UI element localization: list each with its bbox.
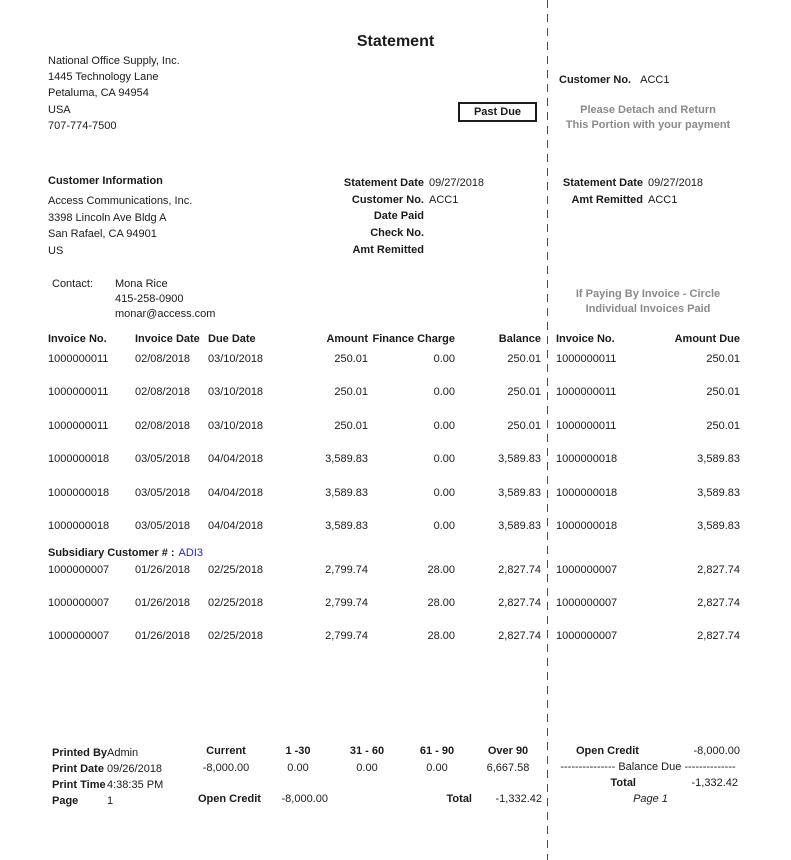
cell-stub-amount-due: 3,589.83 xyxy=(697,453,740,466)
subsidiary-customer-label: Subsidiary Customer # : xyxy=(48,547,175,559)
statement-date-value: 09/27/2018 xyxy=(429,177,485,189)
customer-no-row xyxy=(300,192,484,209)
company-address-block xyxy=(48,53,180,134)
paying-note xyxy=(548,287,748,317)
stub-total-value: -1,332.42 xyxy=(691,777,738,789)
stub-amt-remitted-label: Amt Remitted xyxy=(571,193,643,206)
stub-customer-no-value: ACC1 xyxy=(640,74,670,86)
cell-due-date: 02/25/2018 xyxy=(208,596,264,609)
invoice-row xyxy=(0,353,791,366)
subsidiary-invoice-row xyxy=(0,564,791,577)
cell-stub-invoice-no: 1000000018 xyxy=(556,486,618,499)
print-date-label: Print Date xyxy=(52,763,104,775)
cell-stub-amount-due: 2,827.74 xyxy=(697,563,740,576)
stub-total-label: Total xyxy=(610,777,636,789)
header-amount: Amount xyxy=(326,333,368,345)
cell-stub-amount-due: 3,589.83 xyxy=(697,520,740,532)
stub-statement-info-block xyxy=(548,175,703,208)
cell-balance: 3,589.83 xyxy=(498,453,541,466)
cell-invoice-date: 03/05/2018 xyxy=(135,486,191,499)
cell-balance: 250.01 xyxy=(507,353,541,365)
cell-invoice-no: 1000000011 xyxy=(48,386,109,399)
amt-remitted-label: Amt Remitted xyxy=(352,243,424,256)
cell-invoice-no: 1000000007 xyxy=(48,630,110,643)
detach-note xyxy=(548,103,748,133)
stub-header-invoice-no: Invoice No. xyxy=(556,333,615,345)
cell-finance-charge: 0.00 xyxy=(433,520,455,532)
print-time-row xyxy=(52,777,163,793)
cell-stub-amount-due: 2,827.74 xyxy=(697,630,740,643)
aging-column xyxy=(472,745,544,774)
cell-invoice-date: 03/05/2018 xyxy=(135,520,191,532)
aging-column xyxy=(401,745,473,774)
date-paid-label: Date Paid xyxy=(373,210,424,223)
cell-finance-charge: 28.00 xyxy=(427,596,455,609)
past-due-badge: Past Due xyxy=(458,102,537,122)
cell-invoice-date: 02/08/2018 xyxy=(135,419,191,432)
open-credit-value: -8,000.00 xyxy=(281,793,328,805)
stub-customer-no-label: Customer No. xyxy=(559,74,632,86)
contact-details xyxy=(115,277,215,322)
printed-by-label: Printed By xyxy=(52,747,108,759)
customer-address-line2: San Rafael, CA 94901 xyxy=(48,228,157,241)
invoice-table-header xyxy=(0,333,791,346)
invoice-row xyxy=(0,386,791,399)
stub-open-credit-label: Open Credit xyxy=(576,745,639,757)
cell-invoice-date: 02/08/2018 xyxy=(135,353,191,365)
check-no-label: Check No. xyxy=(370,227,424,240)
cell-amount: 3,589.83 xyxy=(325,453,368,466)
cell-invoice-no: 1000000018 xyxy=(48,453,110,466)
cell-finance-charge: 28.00 xyxy=(427,563,455,576)
detach-note-line1: Please Detach and Return xyxy=(580,104,716,116)
subsidiary-invoice-row xyxy=(0,630,791,643)
cell-due-date: 04/04/2018 xyxy=(208,486,264,499)
cell-stub-amount-due: 2,827.74 xyxy=(697,596,740,609)
cell-stub-amount-due: 250.01 xyxy=(706,353,740,365)
cell-stub-amount-due: 250.01 xyxy=(706,386,740,399)
cell-finance-charge: 0.00 xyxy=(433,386,455,399)
contact-email: monar@access.com xyxy=(115,308,216,320)
aging-header: Over 90 xyxy=(487,745,529,757)
customer-info-title: Customer Information xyxy=(48,175,163,187)
header-finance-charge: Finance Charge xyxy=(372,333,455,345)
cell-balance: 250.01 xyxy=(507,419,541,432)
cell-due-date: 02/25/2018 xyxy=(208,563,264,576)
cell-finance-charge: 0.00 xyxy=(433,486,455,499)
aging-value: -8,000.00 xyxy=(202,761,250,774)
cell-stub-amount-due: 250.01 xyxy=(706,419,740,432)
contact-name: Mona Rice xyxy=(115,278,168,290)
statement-info-block xyxy=(300,175,484,259)
cell-invoice-no: 1000000007 xyxy=(48,596,110,609)
cell-stub-invoice-no: 1000000018 xyxy=(556,453,618,466)
company-name: National Office Supply, Inc. xyxy=(48,55,180,67)
cell-finance-charge: 0.00 xyxy=(433,453,455,466)
cell-balance: 3,589.83 xyxy=(498,486,541,499)
cell-amount: 2,799.74 xyxy=(325,563,368,576)
cell-invoice-no: 1000000018 xyxy=(48,486,110,499)
print-date-row xyxy=(52,761,163,777)
page-label: Page xyxy=(52,795,79,807)
date-paid-row xyxy=(300,208,484,225)
subsidiary-customer-code: ADI3 xyxy=(178,547,204,559)
cell-amount: 2,799.74 xyxy=(325,630,368,643)
aging-value: 0.00 xyxy=(287,761,309,774)
cell-due-date: 02/25/2018 xyxy=(208,630,264,643)
cell-due-date: 03/10/2018 xyxy=(208,386,264,399)
amt-remitted-row xyxy=(300,242,484,259)
contact-label: Contact: xyxy=(52,278,93,290)
cell-balance: 2,827.74 xyxy=(498,630,541,643)
aging-header: 1 -30 xyxy=(285,745,311,757)
aging-column xyxy=(190,745,262,774)
cell-balance: 250.01 xyxy=(507,386,541,399)
cell-stub-invoice-no: 1000000007 xyxy=(556,596,618,609)
check-no-row xyxy=(300,225,484,242)
aging-column xyxy=(262,745,334,774)
cell-invoice-no: 1000000011 xyxy=(48,353,109,365)
paying-note-line2: Individual Invoices Paid xyxy=(585,303,711,315)
cell-stub-invoice-no: 1000000011 xyxy=(556,419,617,432)
statement-date-label: Statement Date xyxy=(343,177,424,189)
cell-balance: 3,589.83 xyxy=(498,520,541,532)
company-address-line1: 1445 Technology Lane xyxy=(48,71,159,84)
customer-country: US xyxy=(48,244,64,257)
open-credit-label: Open Credit xyxy=(198,793,261,805)
stub-statement-date-value: 09/27/2018 xyxy=(648,177,704,189)
aging-header: 31 - 60 xyxy=(349,745,385,757)
printed-by-value: Admin xyxy=(107,747,139,759)
contact-phone: 415-258-0900 xyxy=(115,293,184,305)
cell-stub-invoice-no: 1000000007 xyxy=(556,563,618,576)
subsidiary-customer-row xyxy=(48,547,203,559)
cell-stub-invoice-no: 1000000011 xyxy=(556,353,617,365)
stub-open-credit-value: -8,000.00 xyxy=(693,745,740,757)
invoice-row xyxy=(0,487,791,500)
cell-stub-invoice-no: 1000000018 xyxy=(556,520,618,532)
contact-block xyxy=(52,277,215,322)
cell-finance-charge: 0.00 xyxy=(433,353,455,365)
total-value: -1,332.42 xyxy=(495,793,542,805)
aging-value: 0.00 xyxy=(426,761,448,774)
cell-amount: 2,799.74 xyxy=(325,596,368,609)
stub-statement-date-row xyxy=(548,175,703,192)
cell-stub-invoice-no: 1000000007 xyxy=(556,630,618,643)
company-country: USA xyxy=(48,103,71,116)
header-due-date: Due Date xyxy=(208,333,256,345)
cell-invoice-date: 01/26/2018 xyxy=(135,596,191,609)
aging-column xyxy=(331,745,403,774)
cell-amount: 250.01 xyxy=(334,353,368,365)
header-invoice-date: Invoice Date xyxy=(135,333,200,345)
cell-amount: 3,589.83 xyxy=(325,520,368,532)
aging-value: 6,667.58 xyxy=(486,761,530,774)
cell-invoice-date: 01/26/2018 xyxy=(135,630,191,643)
cell-invoice-date: 01/26/2018 xyxy=(135,563,191,576)
customer-info-block xyxy=(48,173,192,259)
company-phone: 707-774-7500 xyxy=(48,119,117,132)
print-time-label: Print Time xyxy=(52,779,106,791)
aging-header: 61 - 90 xyxy=(419,745,455,757)
cell-invoice-no: 1000000018 xyxy=(48,520,110,532)
cell-stub-amount-due: 3,589.83 xyxy=(697,486,740,499)
cell-stub-invoice-no: 1000000011 xyxy=(556,386,617,399)
cell-invoice-date: 03/05/2018 xyxy=(135,453,191,466)
stub-amt-remitted-row xyxy=(548,192,703,209)
printed-by-row xyxy=(52,745,163,761)
stub-page-note: Page 1 xyxy=(633,793,668,805)
customer-no-value: ACC1 xyxy=(429,193,459,206)
page-value: 1 xyxy=(107,795,114,807)
paying-note-line1: If Paying By Invoice - Circle xyxy=(575,288,721,300)
cell-balance: 2,827.74 xyxy=(498,563,541,576)
stub-balance-due-divider: --------------- Balance Due -------------- xyxy=(560,761,736,773)
cell-invoice-date: 02/08/2018 xyxy=(135,386,191,399)
cell-amount: 3,589.83 xyxy=(325,486,368,499)
stub-customer-no-row xyxy=(559,74,669,86)
cell-invoice-no: 1000000007 xyxy=(48,563,110,576)
cell-finance-charge: 0.00 xyxy=(433,419,455,432)
customer-name: Access Communications, Inc. xyxy=(48,195,193,208)
header-invoice-no: Invoice No. xyxy=(48,333,107,345)
page-title: Statement xyxy=(356,33,435,50)
header-balance: Balance xyxy=(498,333,541,345)
cell-due-date: 04/04/2018 xyxy=(208,453,264,466)
stub-amt-remitted-value: ACC1 xyxy=(648,193,678,206)
cell-amount: 250.01 xyxy=(334,386,368,399)
cell-due-date: 04/04/2018 xyxy=(208,520,264,532)
subsidiary-invoice-row xyxy=(0,597,791,610)
print-time-value: 4:38:35 PM xyxy=(107,779,164,791)
stub-header-amount-due: Amount Due xyxy=(674,333,740,345)
print-date-value: 09/26/2018 xyxy=(107,763,163,775)
aging-header: Current xyxy=(206,745,246,757)
detach-note-line2: This Portion with your payment xyxy=(565,119,731,131)
cell-balance: 2,827.74 xyxy=(498,596,541,609)
total-label: Total xyxy=(446,793,472,805)
stub-statement-date-label: Statement Date xyxy=(562,177,643,189)
invoice-row xyxy=(0,453,791,466)
invoice-row xyxy=(0,520,791,533)
aging-value: 0.00 xyxy=(356,761,378,774)
company-address-line2: Petaluma, CA 94954 xyxy=(48,87,149,100)
invoice-row xyxy=(0,420,791,433)
customer-address-line1: 3398 Lincoln Ave Bldg A xyxy=(48,211,167,224)
cell-invoice-no: 1000000011 xyxy=(48,419,109,432)
cell-amount: 250.01 xyxy=(334,419,368,432)
customer-no-label: Customer No. xyxy=(351,193,424,206)
cell-finance-charge: 28.00 xyxy=(427,630,455,643)
statement-date-row xyxy=(300,175,484,192)
cell-due-date: 03/10/2018 xyxy=(208,419,264,432)
cell-due-date: 03/10/2018 xyxy=(208,353,264,365)
